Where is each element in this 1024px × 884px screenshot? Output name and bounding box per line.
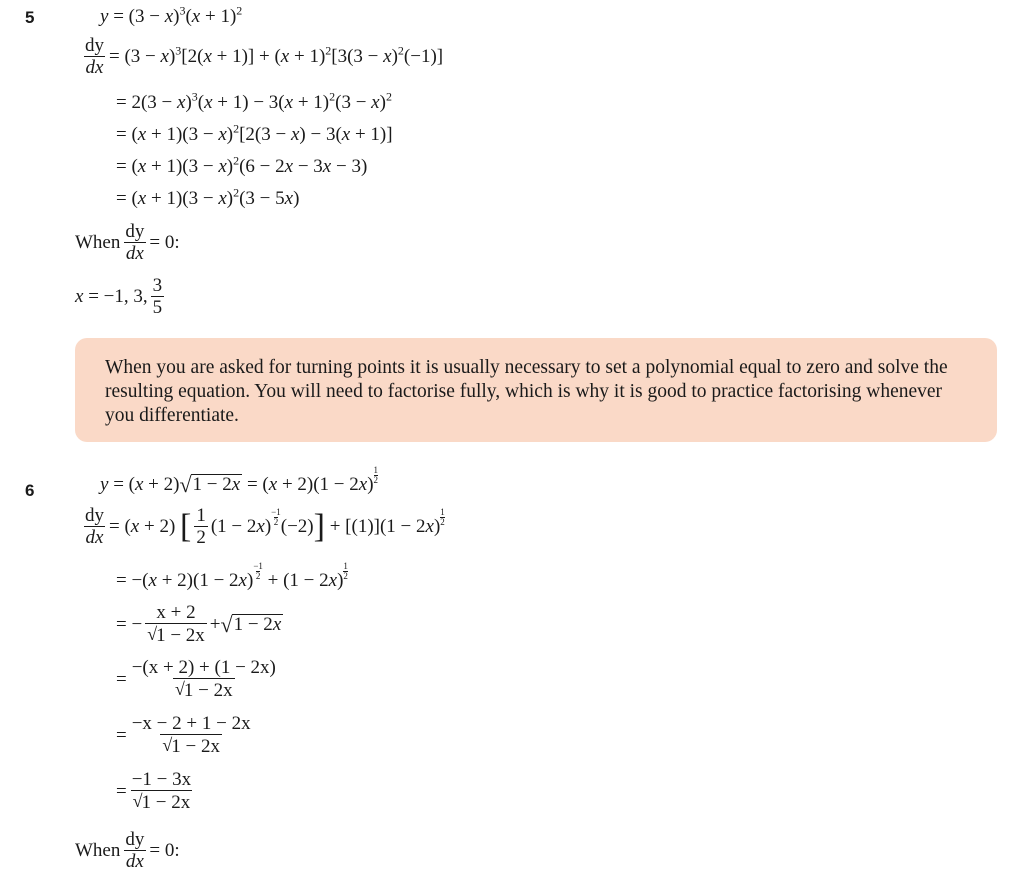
dy-dx-fraction: $\frac{dy}{dx}$ <box>85 35 104 78</box>
q6-step-line-6: = −x − 2 + 1 − 2x √ 1 − 2x <box>116 713 251 757</box>
q5-when-condition: When $\frac{dy}{dx}$ = 0: <box>75 221 180 264</box>
q6-equation-line-1: y = (x + 2) √ 1 − 2x = (x + 2)(1 − 2x) 1 2 <box>100 464 379 497</box>
q5-step-line-4: = $(x + 1)(3 - x)^2[2(3 - x) - 3(x + 1)]$ <box>116 121 393 145</box>
q5-solution: x = −1, 3, $\frac{3}{5}$ <box>75 275 163 318</box>
q6-derivative-line-2: $\frac{dy}{dx}$ = (x + 2) [ $\frac{1}{2}$ (1 − 2x) −1 2 (−2) ] + [(1)](1 − 2x) 1 2 <box>85 505 445 548</box>
q6-step-line-7: = −1 − 3x √ 1 − 2x <box>116 769 192 813</box>
q6-when-condition: When $\frac{dy}{dx}$ = 0: <box>75 829 180 872</box>
q6-step-line-5: = −(x + 2) + (1 − 2x) √ 1 − 2x <box>116 657 276 701</box>
q6-step-line-3: = −(x + 2)(1 − 2x) −1 2 + (1 − 2x) 1 2 <box>116 560 348 591</box>
tip-text: When you are asked for turning points it is usually necessary to set a polynomial equal to zero and solve the resulting equation. You will need to factorise fully, which is why it is good to practice factorising whenever you differentiate. <box>105 357 948 426</box>
tip-callout-box <box>75 338 997 442</box>
question-number-5: 5 <box>25 8 35 27</box>
question-number-6: 6 <box>25 481 35 500</box>
q5-step-line-5: = $(x + 1)(3 - x)^2(6 - 2x - 3x - 3)$ <box>116 153 368 177</box>
q5-step-line-3: = $2(3 - x)^3(x + 1) - 3(x + 1)^2(3 - x)^2$ <box>116 89 392 113</box>
q5-equation-line-1: $y = (3 - x)^3(x + 1)^2$ <box>100 3 243 27</box>
q5-derivative-line-2: $\frac{dy}{dx}$ = $(3 - x)^3[2(x + 1)] + (x + 1)^2[3(3 - x)^2(-1)]$ <box>85 35 444 78</box>
q6-step-line-4: = − x + 2 √ 1 − 2x + √ 1 − 2x <box>116 602 282 646</box>
q5-step-line-6: = $(x + 1)(3 - x)^2(3 - 5x)$ <box>116 185 300 209</box>
